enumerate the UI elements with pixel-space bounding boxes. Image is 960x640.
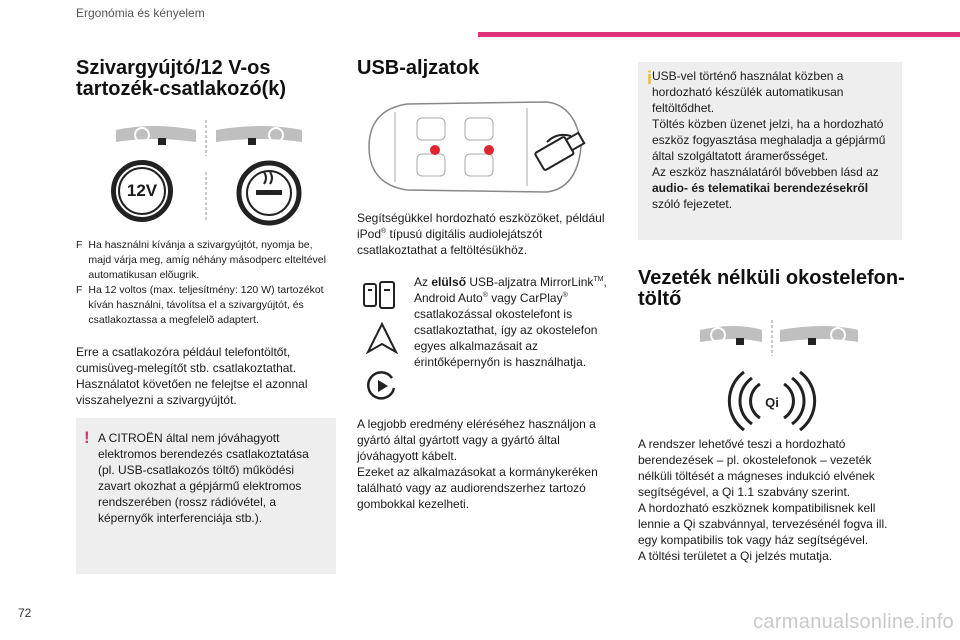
dashboard-location-icon [112, 120, 312, 160]
12v-socket-icon [111, 160, 173, 222]
bullet-marker: F [76, 284, 83, 296]
info-icon: i [647, 68, 653, 88]
car-top-view-icon [357, 92, 607, 202]
usb-paragraph-2: A legjobb eredmény eléréséhez használjon a gyártó által gyártott vagy a gyártó által jóváhagyott kábelt. Ezeket az alkalmazásokat a kormánykeréken található vagy az audiorendszerhez tartozó gombokkal kezelheti. [357, 417, 598, 511]
title-usb: USB-aljzatok [357, 57, 480, 79]
warning-text: A CITROËN által nem jóváhagyott elektromos berendezés csatlakoztatása (pl. USB-csatlakozós töltő) működési zavart okozhat a gépjármű elektromos rendszerében (rossz rádióvétel, a képernyők interferenciája stb.). [98, 431, 309, 525]
usb-intro: Segítségükkel hordozható eszközöket, például iPod® típusú digitális audiolejátszót csatlakoztathat a feltöltésükhöz. [357, 211, 605, 257]
bullet-marker: F [76, 239, 83, 251]
bullet-text: Ha 12 voltos (max. teljesítmény: 120 W) tartozékot kíván használni, távolítsa el a szivargyújtót, és csatlakoztassa a megfelelõ adaptert. [88, 284, 324, 326]
bullet-item-2 [76, 283, 338, 328]
cigarette-lighter-icon [236, 160, 302, 226]
accent-bar [478, 32, 960, 37]
info-text: USB-vel történő használat közben a hordozható készülék automatikusan feltöltődhet. Töltés közben üzenet jelzi, ha a hordozható eszköz fogyasztása meghaladja a gépjármű által szolgáltatott áramerősséget. Az eszköz használatáról bővebben lásd az audio- és telematikai berendezésekről szóló fejezetet. [652, 69, 886, 211]
page-number: 72 [18, 606, 32, 620]
warning-icon: ! [84, 428, 90, 447]
watermark: carmanualsonline.info [753, 611, 954, 633]
usb-port-marker-front [484, 145, 494, 155]
info-box [638, 62, 902, 240]
mirrorlink-icon [362, 280, 396, 310]
warning-box [76, 418, 336, 574]
android-auto-icon [366, 322, 398, 354]
wireless-paragraph: A rendszer lehetővé teszi a hordozható berendezések – pl. okostelefonok – vezeték nélküli töltését a mágneses indukció elvének segítségével, a Qi 1.1 szabvány szerint. A hordozható eszköznek kompatibilisnek kell lennie a Qi szabvánnyal, tervezésénél fogva ill. egy kompatibilis tok vagy ház segítségével. A töltési területet a Qi jelzés mutatja. [638, 437, 888, 563]
carplay-icon [366, 370, 398, 402]
section-header: Ergonómia és kényelem [76, 6, 205, 20]
qi-wireless-icon [720, 370, 824, 432]
bullet-text: Ha használni kívánja a szivargyújtót, nyomja be, majd várja meg, amíg néhány másodperc elteltével automatikusan elõugrik. [88, 239, 326, 281]
front-usb-text: Az elülső USB-aljzatra MirrorLink™, Android Auto® vagy CarPlay® csatlakozással okostelefont is csatlakoztathat, így az okostelefon egyes alkalmazásait az érintőképernyőn is használhatja. [414, 275, 607, 369]
usb-port-marker-rear [430, 145, 440, 155]
bullet-item-1 [76, 238, 338, 283]
lighter-paragraph: Erre a csatlakozóra például telefontöltőt, cumisüveg-melegítőt stb. csatlakoztathat. Használatot követően ne felejtse el azonnal visszahelyezni a szivargyújtót. [76, 345, 308, 407]
title-wireless-charger: Vezeték nélküli okostelefon-töltő [638, 267, 905, 310]
title-cigarette-lighter: Szivargyújtó/12 V-os tartozék-csatlakozó(k) [76, 57, 287, 100]
12v-label: 12V [118, 167, 166, 215]
qi-label: Qi [765, 395, 779, 410]
divider-dashed [200, 172, 212, 222]
dashboard-location-icon-2 [696, 320, 896, 360]
